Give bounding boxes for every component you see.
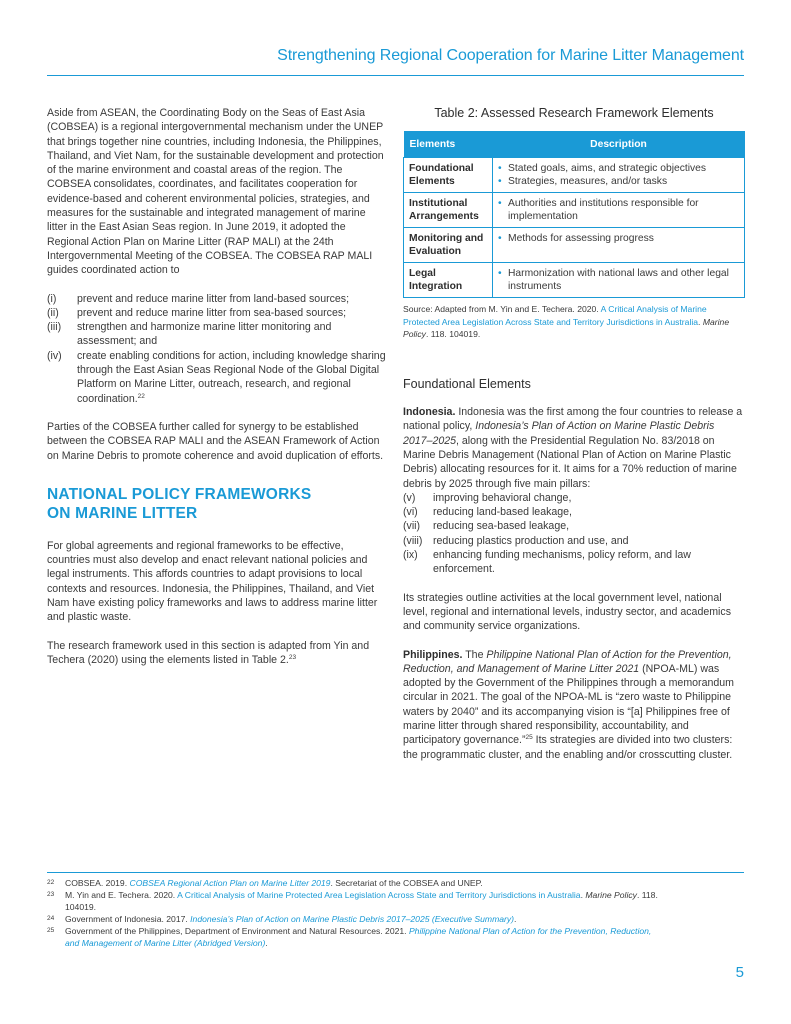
table-source: Source: Adapted from M. Yin and E. Techera. 2020. A Critical Analysis of Marine Protected Area Legislation Across State and Territory Jurisdictions in Australia. Marine Policy. 118. 104019. (403, 304, 730, 340)
bullet-icon: • (498, 198, 502, 210)
foundational-elements-heading: Foundational Elements (403, 376, 531, 391)
list-item: (viii) reducing plastics production and use, and (403, 534, 629, 547)
footnote-25-continuation: and Management of Marine Litter (Abridged Version). (65, 938, 268, 948)
header-rule (47, 75, 744, 76)
table-row: Institutional Arrangements • Authorities and institutions responsible for implementation (404, 193, 745, 228)
bullet-icon: • (498, 268, 502, 280)
footnote-24: 24 Government of Indonesia. 2017. Indonesia’s Plan of Action on Marine Plastic Debris 2017–2025 (Executive Summary). (47, 914, 517, 924)
research-framework-paragraph: The research framework used in this section is adapted from Yin and Techera (2020) using the elements listed in Table 2.23 (47, 639, 370, 666)
page-number: 5 (735, 964, 744, 981)
table-row: Legal Integration • Harmonization with national laws and other legal instruments (404, 263, 745, 298)
footnote-link[interactable]: and Management of Marine Litter (Abridged Version) (65, 938, 266, 948)
indonesia-paragraph: Indonesia. Indonesia was the first among the four countries to release a national policy, Indonesia’s Plan of Action on Marine Plastic Debris 2017–2025, along with the Presidential Regulation No. 83/2018 on Marine Debris Management (National Plan of Action on Marine Plastic Debris) allocating resources for it. It aims for a 70% reduction of marine debris by 2025 through five main pillars: (403, 406, 743, 490)
table-row: Monitoring and Evaluation • Methods for assessing progress (404, 228, 745, 263)
footnotes (47, 877, 747, 949)
list-item: (iii) strengthen and harmonize marine litter monitoring and assessment; and (47, 321, 332, 348)
bullet-icon: • (498, 233, 502, 245)
footnote-25: 25 Government of the Philippines, Department of Environment and Natural Resources. 2021. Philippine National Plan of Action for the Prevention, Reduction, (47, 926, 652, 936)
national-policy-paragraph: For global agreements and regional frameworks to be effective, countries must also develop and enact relevant national policies and legal instruments. This affords countries to adapt provisions to local contexts and resources. Indonesia, the Philippines, Thailand, and Viet Nam have existing policy frameworks and laws to address marine litter and plastic waste. (47, 539, 378, 624)
source-link[interactable]: A Critical Analysis of Marine Protected Area Legislation Across State and Territory Jurisdictions in Australia (403, 304, 707, 327)
pillars-list (403, 491, 745, 577)
list-item: (v) improving behavioral change, (403, 491, 572, 504)
cobsea-paragraph: Aside from ASEAN, the Coordinating Body on the Seas of East Asia (COBSEA) is a regional intergovernmental mechanism under the UNEP that brings together nine countries, including Indonesia, the Philippines, Thailand, and Viet Nam, for the sustainable development and protection of the marine environment and coastal areas of the region. The COBSEA consolidates, coordinates, and facilitates cooperation for evidence-based and coherent environmental policies, strategies, and measures for the sustainable and integrated management of marine litter in the East Asian Seas region. In June 2019, it adopted the Regional Action Plan on Marine Litter (RAP MALI) at the 24th Intergovernmental Meeting of the COBSEA. The COBSEA RAP MALI guides coordinated action to (47, 107, 384, 277)
table-header-elements: Elements (404, 131, 493, 158)
list-item: (vii) reducing sea-based leakage, (403, 520, 570, 533)
table-header-description: Description (493, 131, 745, 158)
footnote-ref-23[interactable]: 23 (288, 653, 297, 661)
list-item: (vi) reducing land-based leakage, (403, 506, 572, 519)
rap-mali-list (47, 292, 387, 406)
research-framework-table (403, 131, 745, 298)
list-item: (ii) prevent and reduce marine litter from sea-based sources; (47, 306, 347, 319)
right-column (403, 106, 745, 762)
philippines-paragraph: Philippines. The Philippine National Plan of Action for the Prevention, Reduction, and Management of Marine Litter 2021 (NPOA-ML) was adopted by the Government of the Philippines through a memorandum circular in 2021. The goal of the NPOA-ML is “zero waste to Philippine waters by 2040” and its accompanying vision is “[a] Philippines free of marine litter through shared responsibility, accountability, and participatory governance.”$^{25}$ Its strategies are divided into two clusters: the programmatic cluster, and the enabling and/or crosscutting cluster. (403, 648, 734, 761)
list-item: (ix) enhancing funding mechanisms, policy reform, and law enforcement. (403, 549, 691, 576)
footnote-link[interactable]: COBSEA Regional Action Plan on Marine Litter 2019 (129, 878, 331, 888)
list-item: (i) prevent and reduce marine litter from land-based sources; (47, 292, 350, 305)
bullet-icon: • (498, 176, 502, 188)
footnote-ref-25[interactable]: 25 (525, 734, 533, 742)
running-header: Strengthening Regional Cooperation for Marine Litter Management (277, 47, 744, 64)
list-item: (iv) create enabling conditions for action, including knowledge sharing through the East Asian Seas Regional Node of the Global Digital Platform on Marine Litter, outreach, research, and regional coordination.$^{22}$ (47, 349, 386, 405)
table-title: Table 2: Assessed Research Framework Elements (434, 106, 714, 120)
strategies-paragraph: Its strategies outline activities at the local government level, national level, regional and international levels, industry sector, and academics and community service organizations. (403, 591, 732, 633)
footnote-link[interactable]: A Critical Analysis of Marine Protected Area Legislation Across State and Territory Jurisdictions in Australia (177, 890, 581, 900)
left-column (47, 106, 387, 667)
footnote-22: 22 COBSEA. 2019. COBSEA Regional Action Plan on Marine Litter 2019. Secretariat of the COBSEA and UNEP. (47, 878, 483, 888)
footnote-link[interactable]: Indonesia’s Plan of Action on Marine Plastic Debris 2017–2025 (Executive Summary) (190, 914, 515, 924)
section-heading: NATIONAL POLICY FRAMEWORKS ON MARINE LITTER (47, 485, 312, 522)
synergy-paragraph: Parties of the COBSEA further called for synergy to be established between the COBSEA RAP MALI and the ASEAN Framework of Action on Marine Debris to promote coherence and avoid duplication of efforts. (47, 420, 384, 462)
footnote-23: 23 M. Yin and E. Techera. 2020. A Critical Analysis of Marine Protected Area Legislation Across State and Territory Jurisdictions in Australia. Marine Policy. 118. (47, 890, 658, 900)
footnote-23-continuation: 104019. (65, 902, 97, 912)
bullet-icon: • (498, 163, 502, 175)
footnote-ref-22[interactable]: 22 (137, 392, 145, 400)
footnote-rule (47, 872, 744, 873)
footnote-link[interactable]: Philippine National Plan of Action for the Prevention, Reduction, (408, 926, 652, 936)
table-row: Foundational Elements • Stated goals, aims, and strategic objectives • Strategies, measures, and/or tasks (404, 158, 745, 193)
